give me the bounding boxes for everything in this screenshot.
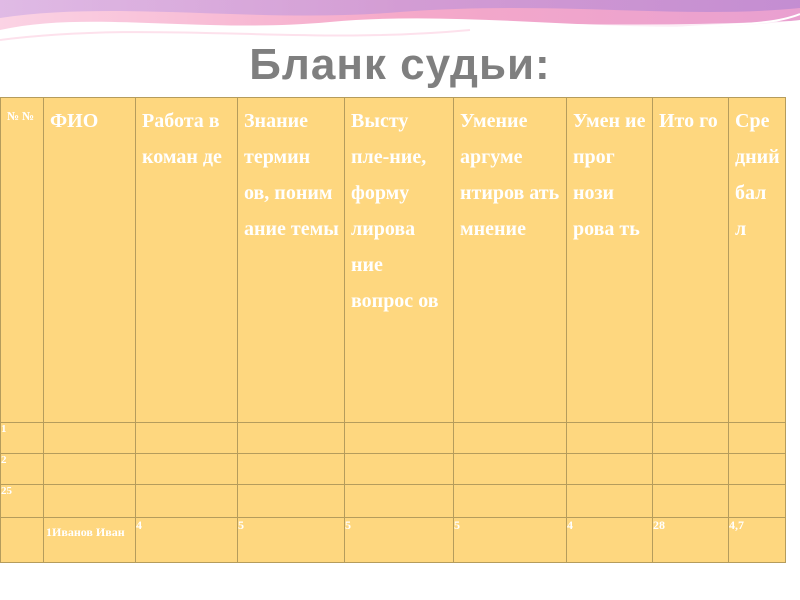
table-cell[interactable] [238, 485, 345, 518]
header-number: № № [1, 98, 44, 423]
table-cell[interactable] [567, 423, 653, 454]
entry-average: 4,7 [729, 518, 786, 563]
table-row [1, 454, 786, 485]
table-row [1, 485, 786, 518]
table-cell[interactable] [653, 485, 729, 518]
table-cell[interactable] [567, 454, 653, 485]
table-cell[interactable] [729, 423, 786, 454]
table-cell[interactable] [136, 423, 238, 454]
row-number: 2 [1, 454, 44, 485]
table-header-row [1, 98, 786, 423]
entry-teamwork: 4 [136, 518, 238, 563]
entry-terms-knowledge: 5 [238, 518, 345, 563]
row-number: 1 [1, 423, 44, 454]
entry-forecasting: 4 [567, 518, 653, 563]
judge-score-table [0, 97, 786, 563]
table-cell[interactable] [136, 485, 238, 518]
table-cell[interactable] [345, 423, 454, 454]
table-cell[interactable] [729, 485, 786, 518]
entry-name [44, 518, 136, 563]
entry-number: 1 [46, 525, 52, 539]
table-cell[interactable] [454, 485, 567, 518]
table-cell[interactable] [44, 454, 136, 485]
entry-total: 28 [653, 518, 729, 563]
page-title: Бланк судьи: [249, 40, 551, 89]
table-cell[interactable] [345, 485, 454, 518]
header-average: Сре дний бал л [729, 98, 786, 423]
table-cell[interactable] [136, 454, 238, 485]
table-cell[interactable] [238, 454, 345, 485]
entry-name-text: Иванов Иван [52, 525, 125, 539]
header-total: Ито го [653, 98, 729, 423]
entry-number-cell [1, 518, 44, 563]
header-terms-knowledge: Знание термин ов, поним ание темы [238, 98, 345, 423]
table-cell[interactable] [345, 454, 454, 485]
table-cell[interactable] [567, 485, 653, 518]
table-cell[interactable] [454, 423, 567, 454]
table-cell[interactable] [729, 454, 786, 485]
table-row [1, 423, 786, 454]
row-number: 25 [1, 485, 44, 518]
header-name: ФИО [44, 98, 136, 423]
header-teamwork: Работа в коман де [136, 98, 238, 423]
header-speech-questions: Высту пле-ние, форму лирова ние вопрос ов [345, 98, 454, 423]
entry-argumentation: 5 [454, 518, 567, 563]
table-cell[interactable] [454, 454, 567, 485]
table-cell[interactable] [238, 423, 345, 454]
table-cell[interactable] [653, 454, 729, 485]
table-row-example-entry [1, 518, 786, 563]
entry-speech-questions: 5 [345, 518, 454, 563]
table-cell[interactable] [44, 423, 136, 454]
table-cell[interactable] [653, 423, 729, 454]
table-cell[interactable] [44, 485, 136, 518]
header-forecasting: Умен ие прог нози рова ть [567, 98, 653, 423]
header-argumentation: Умение аргуме нтиров ать мнение [454, 98, 567, 423]
